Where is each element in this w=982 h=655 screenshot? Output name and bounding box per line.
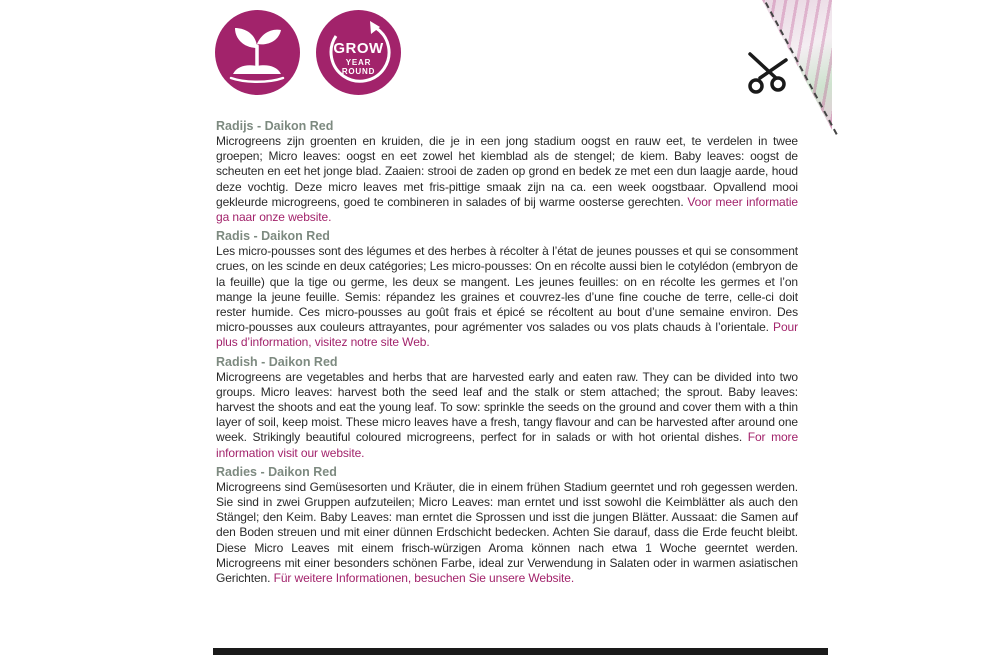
badge-year-round-label	[316, 58, 401, 76]
badge-grow-label: GROW	[333, 40, 384, 57]
section-body	[216, 244, 798, 350]
grow-year-round-badge	[316, 10, 401, 95]
section-heading: Radijs - Daikon Red	[216, 119, 334, 133]
section-french	[216, 228, 798, 350]
website-link[interactable]: Für weitere Informationen, besuchen Sie unsere Website.	[273, 571, 575, 586]
section-body	[216, 134, 798, 225]
badge-year-label: YEAR	[345, 58, 372, 67]
sprout-icon	[215, 10, 300, 95]
section-body-text: Les micro-pousses sont des légumes et des herbes à récolter à l’état de jeunes pousses et qui se consomment crues, on les scinde en deux catégories; Les micro-pousses: On en récolte aussi bien le cotylédon (embryon de la feuille) que la tige ou germe, les deux se mangent. Les jeunes feuilles: on en récolte les germes et l’on mange la jeune feuille. Semis: répandez les graines et couvrez-les d’une fine couche de terre, celle-ci doit rester humide. Ces micro-pousses au goût frais et épicé se récoltent au bout d’une semaine environ. Des micro-pousses aux couleurs attrayantes, pour agrémenter vos salades ou vos plats chauds à l’orientale.	[216, 244, 798, 335]
section-body	[216, 480, 798, 586]
sprout-badge	[215, 10, 300, 95]
website-link[interactable]: Pour plus d’information, visitez notre site Web.	[216, 320, 798, 350]
website-link[interactable]: For more information visit our website.	[216, 430, 799, 460]
section-body-text: Microgreens sind Gemüsesorten und Kräuter, die in einem frühen Stadium geerntet und roh gegessen werden. Sie sind in zwei Gruppen aufzuteilen; Micro Leaves: man erntet und isst sowohl die Keimblätter als auch den Stängel; den Keim. Baby Leaves: man erntet die Sprossen und isst die jungen Blätter. Aussaat: die Samen auf den Boden streuen und mit einer dünnen Erdschicht bedecken. Achten Sie darauf, dass die Erde feucht bleibt. Diese Micro Leaves mit einem frisch-würzigen Aroma können nach etwa 1 Woche geerntet werden. Microgreens mit einer besonders schönen Farbe, ideal zur Verwendung in Salaten oder in warmen asiatischen Gerichten.	[216, 479, 798, 586]
section-heading: Radis - Daikon Red	[216, 229, 330, 244]
section-english	[216, 354, 798, 461]
website-link[interactable]: Voor meer informatie ga naar onze website.	[216, 194, 798, 225]
bottom-bar	[213, 648, 828, 655]
section-body	[216, 370, 798, 461]
section-german	[216, 464, 798, 586]
section-heading: Radish - Daikon Red	[216, 354, 338, 369]
section-body-text: Microgreens zijn groenten en kruiden, die je in een jong stadium oogst en rauw eet, te verdelen in twee groepen; Micro leaves: oogst en eet zowel het kiemblad als de stengel; de kiem. Baby leaves: oogst de scheuten en eet het jonge blad. Zaaien: strooi de zaden op grond en bedek ze met een dun laagje aarde, houd deze vochtig. Deze micro leaves met fris-pittige smaak zijn na ca. een week oogstbaar. Opvallend mooi gekleurde microgreens, goed te combineren in salades of bij warme oosterse gerechten.	[216, 134, 798, 209]
section-body-text: Microgreens are vegetables and herbs that are harvested early and eaten raw. They can be divided into two groups. Micro leaves: harvest both the seed leaf and the stalk or stem attached; the sprout. Baby leaves: harvest the shoots and eat the young leaf. To sow: sprinkle the seeds on the ground and cover them with a thin layer of soil, keep moist. These micro leaves have a fresh, tangy flavour and can be harvested after around one week. Strikingly beautiful coloured microgreens, perfect for in salads or with hot oriental dishes.	[216, 369, 798, 445]
description-text-block	[216, 118, 798, 589]
scissors-icon	[742, 48, 792, 98]
section-heading: Radies - Daikon Red	[216, 464, 337, 479]
section-dutch	[216, 118, 798, 225]
badge-round-label: ROUND	[341, 67, 376, 76]
